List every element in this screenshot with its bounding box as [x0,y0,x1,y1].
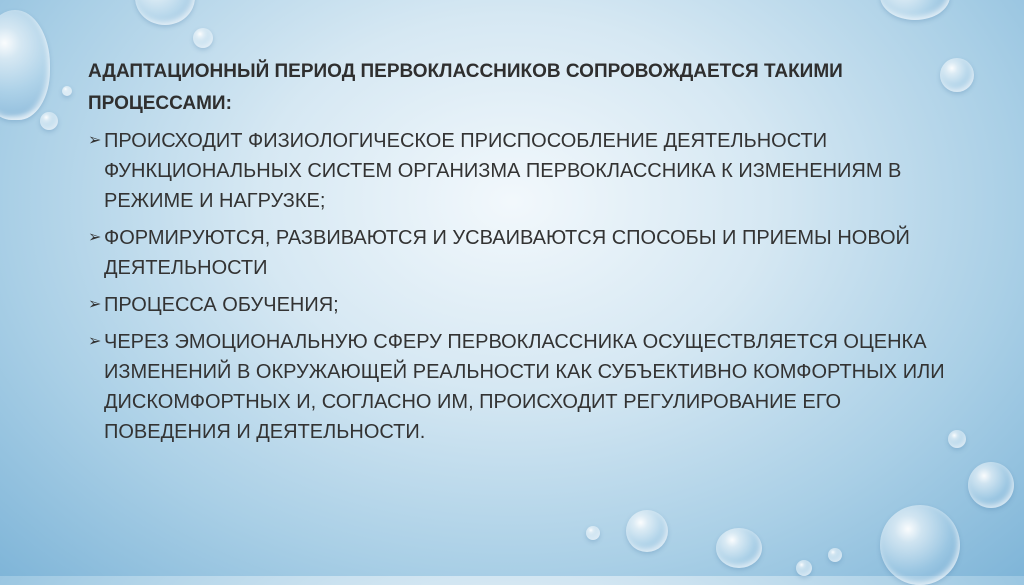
water-drop-decoration [62,86,72,96]
arrow-bullet-icon: ➢ [88,229,102,246]
bullet-text: ПРОИСХОДИТ ФИЗИОЛОГИЧЕСКОЕ ПРИСПОСОБЛЕНИЕ ДЕЯТЕЛЬНОСТИ ФУНКЦИОНАЛЬНЫХ СИСТЕМ ОРГАНИЗМА ПЕРВОКЛАССНИКА К ИЗМЕНЕНИЯМ В РЕЖИМЕ И НАГРУЗКЕ; [104,130,902,212]
bullet-item [88,327,968,447]
water-drop-decoration [716,528,762,568]
water-drop-decoration [135,0,195,25]
bullet-list [88,126,968,447]
bullet-text: ФОРМИРУЮТСЯ, РАЗВИВАЮТСЯ И УСВАИВАЮТСЯ СПОСОБЫ И ПРИЕМЫ НОВОЙ ДЕЯТЕЛЬНОСТИ [104,227,910,279]
bullet-item [88,290,968,320]
water-drop-decoration [40,112,58,130]
arrow-bullet-icon: ➢ [88,333,102,350]
bullet-item [88,223,968,283]
water-drop-decoration [828,548,842,562]
bullet-item [88,126,968,216]
water-drop-decoration [193,28,213,48]
bullet-text: ПРОЦЕССА ОБУЧЕНИЯ; [104,294,339,316]
water-drop-decoration [796,560,812,576]
arrow-bullet-icon: ➢ [88,296,102,313]
slide-heading: АДАПТАЦИОННЫЙ ПЕРИОД ПЕРВОКЛАССНИКОВ СОПРОВОЖДАЕТСЯ ТАКИМИ ПРОЦЕССАМИ: [88,61,843,114]
water-drop-decoration [880,0,950,20]
water-drop-decoration [968,462,1014,508]
arrow-bullet-icon: ➢ [88,132,102,149]
water-drop-decoration [626,510,668,552]
water-drop-decoration [880,505,960,585]
bullet-text: ЧЕРЕЗ ЭМОЦИОНАЛЬНУЮ СФЕРУ ПЕРВОКЛАССНИКА ОСУЩЕСТВЛЯЕТСЯ ОЦЕНКА ИЗМЕНЕНИЙ В ОКРУЖАЮЩЕЙ РЕАЛЬНОСТИ КАК СУБЪЕКТИВНО КОМФОРТНЫХ ИЛИ ДИСКОМФОРТНЫХ И, СОГЛАСНО ИМ, ПРОИСХОДИТ РЕГУЛИРОВАНИЕ ЕГО ПОВЕДЕНИЯ И ДЕЯТЕЛЬНОСТИ. [104,331,945,443]
slide-content [88,56,968,454]
water-drop-decoration [586,526,600,540]
water-drop-decoration [0,10,50,120]
